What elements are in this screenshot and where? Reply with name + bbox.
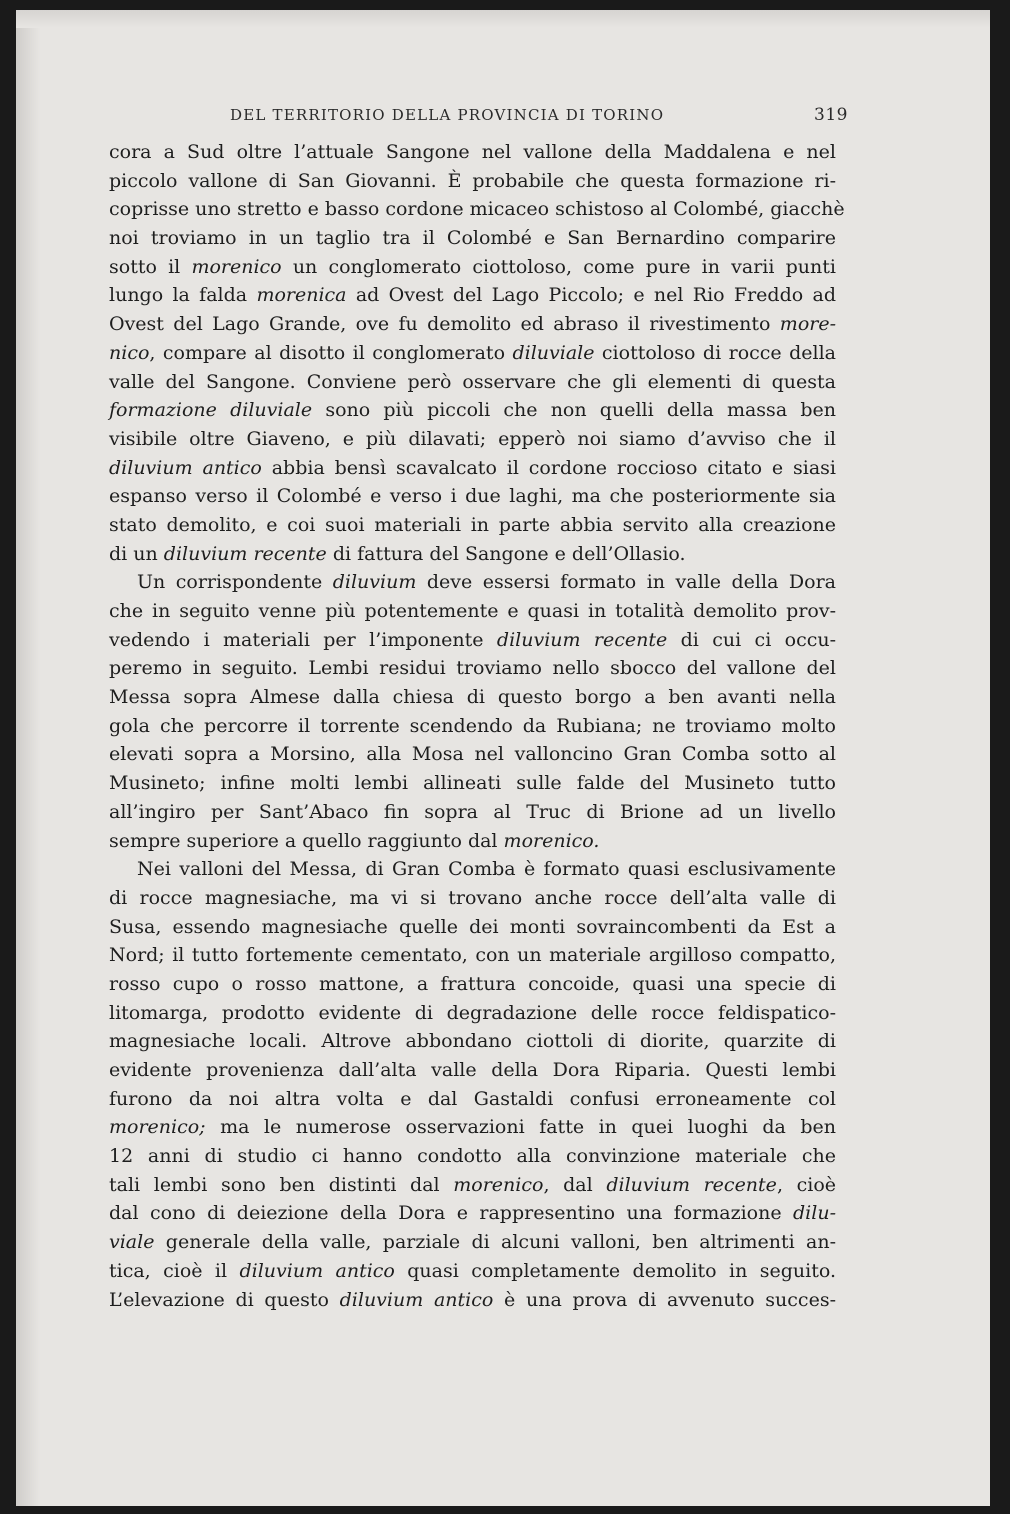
text-line bbox=[109, 1228, 836, 1257]
italic-term: diluvium antico bbox=[109, 456, 262, 479]
text-line bbox=[109, 310, 836, 339]
text-segment: generale della valle, parziale di alcuni valloni, ben altrimenti an- bbox=[154, 1231, 836, 1254]
text-line bbox=[109, 1085, 836, 1114]
text-line bbox=[109, 798, 836, 827]
scan-edge-shadow-top bbox=[16, 10, 990, 28]
text-segment: sono più piccoli che non quelli della massa ben bbox=[312, 399, 836, 422]
italic-term: morenico. bbox=[503, 829, 600, 852]
scanned-page bbox=[16, 10, 990, 1506]
text-segment: ciottoloso di rocce della bbox=[594, 341, 836, 364]
text-segment: coprisse uno stretto e basso cordone micaceo schistoso al Colombé, giacchè bbox=[109, 198, 845, 221]
text-line bbox=[109, 568, 836, 597]
text-line bbox=[109, 683, 836, 712]
italic-term: morenico; bbox=[109, 1116, 206, 1139]
text-line bbox=[109, 913, 836, 942]
text-line bbox=[109, 1113, 836, 1142]
text-line bbox=[109, 281, 836, 310]
text-line bbox=[109, 827, 836, 856]
italic-term: dilu- bbox=[793, 1202, 836, 1225]
text-segment: all’ingiro per Sant’Abaco fin sopra al Truc di Brione ad un livello bbox=[109, 800, 836, 823]
text-line bbox=[109, 597, 836, 626]
text-segment: che in seguito venne più potentemente e quasi in totalità demolito prov- bbox=[109, 600, 836, 622]
running-header bbox=[230, 106, 880, 130]
text-segment: magnesiache locali. Altrove abbondano ciottoli di diorite, quarzite di bbox=[109, 1030, 836, 1053]
text-segment: è una prova di avvenuto succes- bbox=[493, 1288, 836, 1311]
italic-term: formazione diluviale bbox=[109, 399, 313, 422]
text-segment: tica, cioè il bbox=[109, 1259, 240, 1282]
text-segment: Musineto; infine molti lembi allineati sulle falde del Musineto tutto bbox=[109, 772, 836, 795]
text-segment: di cui ci occu- bbox=[667, 628, 837, 651]
text-segment: un conglomerato ciottoloso, come pure in varii punti bbox=[281, 255, 836, 278]
text-line bbox=[109, 1142, 836, 1171]
text-segment: Un corrispondente bbox=[137, 571, 333, 594]
text-line bbox=[109, 999, 836, 1028]
italic-term: diluvium recente bbox=[496, 628, 668, 651]
italic-term: more- bbox=[779, 313, 836, 336]
text-line bbox=[109, 1286, 836, 1315]
text-line bbox=[109, 941, 836, 970]
text-segment: Nord; il tutto fortemente cementato, con un materiale argilloso compatto, bbox=[109, 944, 836, 967]
italic-term: diluvium bbox=[332, 571, 417, 594]
body-text bbox=[109, 138, 845, 1314]
text-segment: cora a Sud oltre l’attuale Sangone nel vallone della Maddalena e nel bbox=[109, 141, 836, 163]
text-line bbox=[109, 195, 845, 224]
text-line bbox=[109, 626, 836, 655]
text-segment: valle del Sangone. Conviene però osservare che gli elementi di questa bbox=[109, 370, 836, 393]
text-line bbox=[109, 1257, 836, 1286]
text-segment: L’elevazione di questo bbox=[109, 1288, 340, 1311]
text-segment: Susa, essendo magnesiache quelle dei monti sovraincombenti da Est a bbox=[109, 915, 836, 938]
italic-term: viale bbox=[109, 1231, 155, 1254]
text-segment: stato demolito, e coi suoi materiali in parte abbia servito alla creazione bbox=[109, 513, 836, 536]
text-segment: ma le numerose osservazioni fatte in quei luoghi da ben bbox=[205, 1116, 836, 1139]
text-line bbox=[109, 1171, 836, 1200]
italic-term: diluvium antico bbox=[339, 1288, 494, 1311]
italic-term: diluviale bbox=[512, 341, 595, 364]
text-line bbox=[109, 368, 836, 397]
text-line bbox=[109, 1027, 836, 1056]
text-segment: quasi completamente demolito in seguito. bbox=[394, 1259, 836, 1282]
text-segment: piccolo vallone di San Giovanni. È probabile che questa formazione ri- bbox=[109, 169, 836, 192]
text-line bbox=[109, 138, 836, 167]
text-segment: peremo in seguito. Lembi residui troviamo nello sbocco del vallone del bbox=[109, 657, 836, 680]
text-segment: vedendo i materiali per l’imponente bbox=[109, 628, 497, 651]
text-segment: dal cono di deiezione della Dora e rappresentino una formazione bbox=[109, 1202, 794, 1225]
text-line bbox=[109, 482, 836, 511]
text-segment: 12 anni di studio ci hanno condotto alla convinzione materiale che bbox=[109, 1145, 836, 1168]
text-segment: gola che percorre il torrente scendendo da Rubiana; ne troviamo molto bbox=[109, 714, 836, 737]
text-segment: Ovest del Lago Grande, ove fu demolito ed abraso il rivestimento bbox=[109, 313, 780, 336]
text-segment: di un bbox=[109, 542, 164, 565]
text-line bbox=[109, 454, 836, 483]
text-line bbox=[109, 1056, 836, 1085]
italic-term: diluvium antico bbox=[239, 1259, 395, 1282]
text-segment: elevati sopra a Morsino, alla Mosa nel valloncino Gran Comba sotto al bbox=[109, 743, 836, 766]
text-segment: Messa sopra Almese dalla chiesa di questo borgo a ben avanti nella bbox=[109, 686, 836, 709]
text-segment: , cioè bbox=[776, 1173, 837, 1196]
text-line bbox=[109, 540, 836, 569]
text-segment: rosso cupo o rosso mattone, a frattura concoide, quasi una specie di bbox=[109, 972, 836, 995]
text-segment: sempre superiore a quello raggiunto dal bbox=[109, 829, 504, 852]
text-segment: espanso verso il Colombé e verso i due laghi, ma che posteriormente sia bbox=[109, 485, 836, 508]
text-segment: di fattura del Sangone e dell’Ollasio. bbox=[326, 542, 686, 565]
text-segment: litomarga, prodotto evidente di degradazione delle rocce feldispatico- bbox=[109, 1001, 836, 1024]
text-segment: sotto il bbox=[109, 255, 192, 278]
text-segment: , dal bbox=[543, 1173, 607, 1196]
text-line bbox=[109, 511, 836, 540]
text-line bbox=[109, 712, 836, 741]
text-segment: evidente provenienza dall’alta valle della Dora Riparia. Questi lembi bbox=[109, 1059, 836, 1081]
italic-term: morenico bbox=[453, 1173, 544, 1196]
italic-term: morenica bbox=[256, 284, 347, 307]
text-line bbox=[109, 884, 836, 913]
text-line bbox=[109, 654, 836, 683]
text-segment: furono da noi altra volta e dal Gastaldi confusi erroneamente col bbox=[109, 1087, 836, 1110]
text-line bbox=[109, 396, 836, 425]
page-number: 319 bbox=[814, 105, 848, 125]
text-segment: , compare al disotto il conglomerato bbox=[149, 341, 513, 364]
text-segment: visibile oltre Giaveno, e più dilavati; epperò noi siamo d’avviso che il bbox=[109, 427, 836, 450]
text-line bbox=[109, 855, 836, 884]
text-line bbox=[109, 970, 836, 999]
text-line bbox=[109, 224, 836, 253]
italic-term: morenico bbox=[191, 255, 282, 278]
text-segment: lungo la falda bbox=[109, 284, 257, 307]
text-line bbox=[109, 425, 836, 454]
text-segment: ad Ovest del Lago Piccolo; e nel Rio Freddo ad bbox=[346, 284, 836, 307]
text-segment: tali lembi sono ben distinti dal bbox=[109, 1173, 454, 1196]
text-segment: di rocce magnesiache, ma vi si trovano anche rocce dell’alta valle di bbox=[109, 886, 836, 909]
italic-term: diluvium recente bbox=[606, 1173, 777, 1196]
text-segment: deve essersi formato in valle della Dora bbox=[416, 571, 837, 594]
text-line bbox=[109, 1199, 836, 1228]
running-title: DEL TERRITORIO DELLA PROVINCIA DI TORINO bbox=[230, 106, 665, 124]
italic-term: nico bbox=[109, 341, 150, 364]
text-line bbox=[109, 167, 836, 196]
text-line bbox=[109, 253, 836, 282]
text-segment: Nei valloni del Messa, di Gran Comba è formato quasi esclusivamente bbox=[137, 858, 836, 881]
text-line bbox=[109, 740, 836, 769]
italic-term: diluvium recente bbox=[163, 542, 327, 565]
text-segment: abbia bensì scavalcato il cordone roccioso citato e siasi bbox=[261, 456, 836, 479]
text-segment: noi troviamo in un taglio tra il Colombé e San Bernardino comparire bbox=[109, 227, 836, 250]
text-line bbox=[109, 339, 836, 368]
text-line bbox=[109, 769, 836, 798]
scan-edge-shadow-left bbox=[16, 10, 40, 1506]
